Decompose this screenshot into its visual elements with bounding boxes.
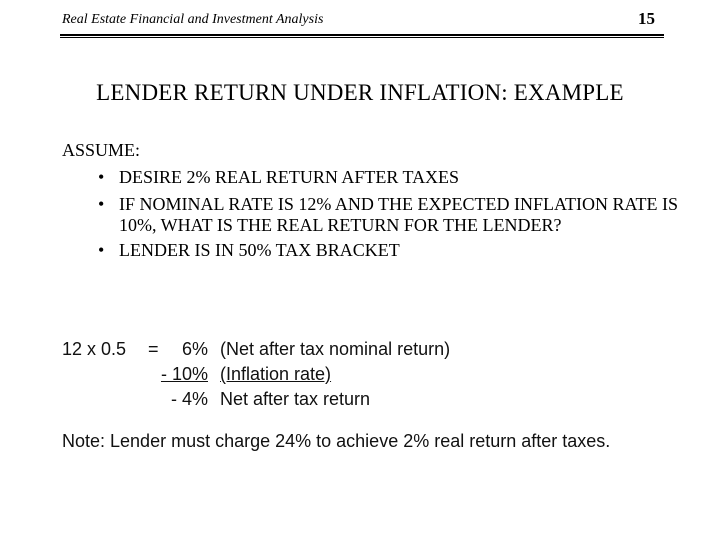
list-item xyxy=(98,240,698,261)
calc-row-after-tax-nominal xyxy=(62,337,562,362)
bullet-icon: • xyxy=(98,194,105,214)
list-item xyxy=(98,167,698,188)
calc-expression: 12 x 0.5 xyxy=(62,339,127,359)
assumption-list xyxy=(98,167,698,267)
list-item xyxy=(98,194,698,236)
header-title: Real Estate Financial and Investment Analysis xyxy=(62,12,324,27)
bullet-icon: • xyxy=(98,240,105,260)
bullet-text: LENDER IS IN 50% TAX BRACKET xyxy=(119,240,400,260)
bullet-text: IF NOMINAL RATE IS 12% AND THE EXPECTED INFLATION RATE IS 10%, WHAT IS THE REAL RETURN FOR THE LENDER? xyxy=(119,194,678,235)
calc-equals-sign: = xyxy=(148,339,159,359)
calc-description: Net after tax return xyxy=(220,389,371,409)
slide-title: LENDER RETURN UNDER INFLATION: EXAMPLE xyxy=(96,80,624,105)
calc-description: (Net after tax nominal return) xyxy=(220,339,451,359)
bullet-text: DESIRE 2% REAL RETURN AFTER TAXES xyxy=(119,167,460,187)
calc-description: (Inflation rate) xyxy=(220,364,332,384)
calc-value: - 4% xyxy=(170,389,208,409)
assume-label: ASSUME: xyxy=(62,140,141,160)
header-rule xyxy=(60,34,664,38)
page-number: 15 xyxy=(638,9,655,28)
note-text: Note: Lender must charge 24% to achieve 2% real return after taxes. xyxy=(62,431,611,451)
calc-row-inflation xyxy=(62,362,562,387)
calculation-block xyxy=(62,337,562,412)
calc-value: 6% xyxy=(181,339,208,359)
calc-row-net-return xyxy=(62,387,562,412)
calc-value: - 10% xyxy=(160,364,208,384)
bullet-icon: • xyxy=(98,167,105,187)
